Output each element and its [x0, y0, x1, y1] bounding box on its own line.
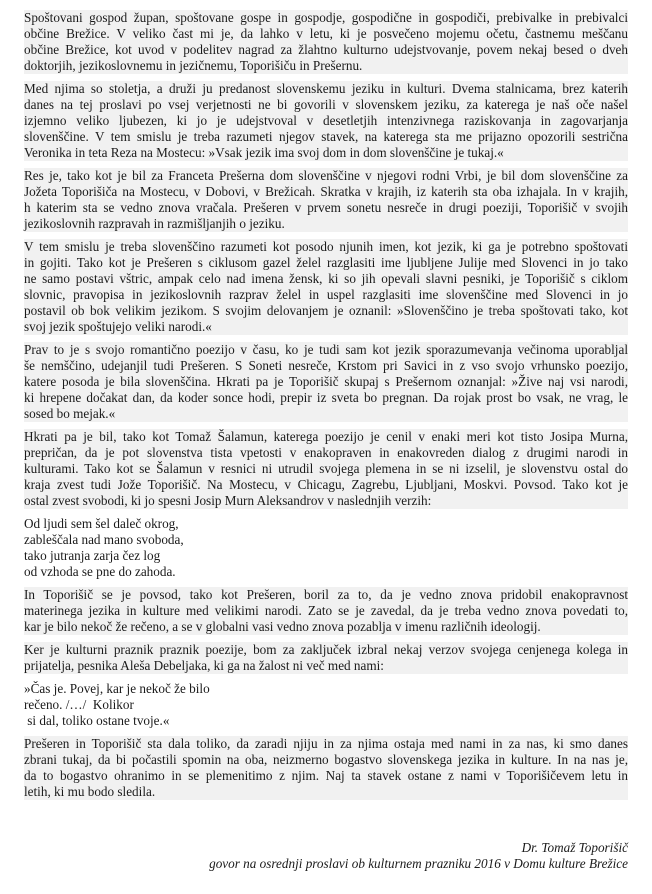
paragraph	[24, 587, 628, 635]
paragraph-line: kar je bilo nekoč že rečeno, a se v globalni vasi vedno znova pozablja v imenu različnih ideologij.	[24, 619, 541, 634]
paragraph-group-intro	[24, 10, 628, 509]
verse-line: tako jutranja zarja čez log	[24, 548, 161, 563]
speech-document	[24, 10, 628, 807]
verse-line: Od ljudi sem šel daleč okrog,	[24, 516, 179, 531]
paragraph-line: zbrani tukaj, da bi počastili spomin na oba, neizmerno bogastvo slovenskega jezika in kulture. In na nas je,	[24, 752, 628, 767]
paragraph-line: postavil ob bok velikim jezikom. S svojim delovanjem je oznanil: »Slovenščino je treba spoštovati tako, kot	[24, 303, 628, 318]
paragraph	[24, 168, 628, 232]
paragraph-line: Hkrati pa je bil, tako kot Tomaž Šalamun, katerega poezijo je cenil v enaki meri kot tisto Josipa Murna,	[24, 429, 628, 444]
paragraph	[24, 10, 628, 74]
paragraph-line: in gojiti. Tako kot je Prešeren s ciklusom gazel želel razglasiti ime ljubljene Julije med Slovenci in jo tako	[24, 255, 628, 270]
paragraph-line: h katerim sta se vedno znova vračala. Prešeren v prvem sonetu nesreče in drugi poeziji, Toporišič v svojih	[24, 200, 628, 215]
paragraph-line: jezikoslovnih razpravah in razmišljanjih o jeziku.	[24, 216, 285, 231]
paragraph-line: kulturami. Tako kot se Šalamun v resnici ni utrudil svojega plemena in se ni izselil, je slovenstvu ostal do	[24, 461, 628, 476]
paragraph-line: Prav to je s svojo romantično poezijo v času, ko je tudi sam kot jezik sporazumevanja večinoma uporabljal	[24, 342, 628, 357]
paragraph-line: slovenščine. V tem smislu je treba razumeti njegov stavek, na katerega sta me prijazno opozorili sestrična	[24, 129, 628, 144]
paragraph-line: Jožeta Toporišiča na Mostecu, v Dobovi, v Brežicah. Skratka v krajih, iz katerih sta oba izhajala. In v krajih,	[24, 184, 628, 199]
paragraph-group-closing	[24, 736, 628, 800]
signature-occasion: govor na osrednji proslavi ob kulturnem prazniku 2016 v Domu kulture Brežice	[209, 856, 628, 871]
paragraph-line: sosed bo mejak.«	[24, 406, 116, 421]
paragraph-line: slovnic, pravopisa in jezikoslovnih razprav želel in uspel razglasiti ime slovenščine med Slovenci in jo	[24, 287, 628, 302]
paragraph-line: letih, ki mu bodo sledila.	[24, 784, 156, 799]
paragraph	[24, 736, 628, 800]
paragraph-line: ostal zvest svobodi, ki jo spesni Josip Murn Aleksandrov v naslednjih verzih:	[24, 493, 432, 508]
paragraph-line: prijatelja, pesnika Aleša Debeljaka, ki ga na žalost ni več med nami:	[24, 658, 384, 673]
paragraph	[24, 239, 628, 335]
paragraph-line: Med njima so stoletja, a druži ju predanost slovenskemu jeziku in kulturi. Dvema stalnicama, brez katerih	[24, 81, 628, 96]
paragraph-line: še nemščino, udejanjil tudi Prešeren. S Soneti nesreče, Krstom pri Savici in z vso svojo vrhunsko poezijo,	[24, 358, 628, 373]
paragraph-line: doktorjih, jezikoslovnemu in jezičnemu, Toporišiču in Prešernu.	[24, 58, 363, 73]
paragraph-line: danes na tej proslavi po vsej verjetnosti ne bi govorili v slovenskem jeziku, za katerega je naš oče našel	[24, 97, 628, 112]
paragraph-line: prepričan, da je pot slovenstva tista vpetosti v enakopraven in enakovreden dialog z drugimi narodi in	[24, 445, 628, 460]
verse-murn	[24, 516, 628, 580]
paragraph-line: Res je, tako kot je bil za Franceta Prešerna dom slovenščine v njegovi rodni Vrbi, je bil dom slovenščine za	[24, 168, 628, 183]
paragraph-line: Spoštovani gospod župan, spoštovane gospe in gospodje, gospodične in gospodiči, prebivalke in prebivalci	[24, 10, 628, 25]
paragraph-line: Prešeren in Toporišič sta dala toliko, da zaradi njiju in za njima ostaja med nami in za nas, ki smo danes	[24, 736, 628, 751]
paragraph	[24, 81, 628, 161]
paragraph-line: kraja zvest tudi Jože Toporišič. Na Mostecu, v Chicagu, Zagrebu, Ljubljani, Moskvi. Povsod. Tako kot je	[24, 477, 628, 492]
paragraph-line: občine Brežice, kot uvod v podelitev nagrad za žlahtno kulturno udejstvovanje, povem nekaj besed o dveh	[24, 42, 628, 57]
paragraph	[24, 342, 628, 422]
paragraph-line: materinega jezika in kulture med velikimi narodi. Zato se je zavedal, da je treba vedno znova povedati to,	[24, 603, 628, 618]
verse-line: »Čas je. Povej, kar je nekoč že bilo	[24, 681, 210, 696]
paragraph-line: Veronika in teta Reza na Mostecu: »Vsak jezik ima svoj dom in dom slovenščine je tukaj.«	[24, 145, 504, 160]
paragraph	[24, 642, 628, 674]
paragraph-line: ki hrepene dočakat dan, da koder sonce hodi, prepir iz sveta bo pregnan. Da rojak prost bo vsak, ne vrag, le	[24, 390, 628, 405]
verse-line: zableščala nad mano svoboda,	[24, 532, 184, 547]
paragraph	[24, 429, 628, 509]
paragraph-line: ne samo postavi vštric, ampak celo nad imena žensk, ki so jih opevali slavni pesniki, je Toporišič s ciklom	[24, 271, 628, 286]
paragraph-line: občine Brežice. V veliko čast mi je, da lahko v letu, ki je posvečeno mojemu očetu, častnemu meščanu	[24, 26, 628, 41]
paragraph-line: In Toporišič se je povsod, tako kot Prešeren, boril za to, da je vedno znova pridobil enakopravnost	[24, 587, 628, 602]
verse-line: od vzhoda se pne do zahoda.	[24, 564, 176, 579]
signature-block	[209, 840, 628, 872]
paragraph-line: izjemno veliko ljubezen, ki jo je udejstvoval v desetletjih intenzivnega raziskovanja in zagovarjanja	[24, 113, 628, 128]
paragraph-line: V tem smislu je treba slovenščino razumeti kot posodo njunih imen, kot jezik, ki ga je potrebno spoštovati	[24, 239, 628, 254]
verse-line: rečeno. /…/ Kolikor	[24, 697, 134, 712]
paragraph-line: da to bogastvo ohranimo in se plemenitimo z njim. Naj ta stavek ostane z nami v Toporišičevem letu in	[24, 768, 628, 783]
paragraph-line: svoj jezik spoštujejo veliki narodi.«	[24, 319, 212, 334]
paragraph-line: Ker je kulturni praznik praznik poezije, bom za zaključek izbral nekaj verzov svojega cenjenega kolega in	[24, 642, 628, 657]
paragraph-line: katere posoda je bila slovenščina. Hkrati pa je Toporišič skupaj s Prešernom oznanjal: »Žive naj vsi narodi,	[24, 374, 628, 389]
paragraph-group-middle	[24, 587, 628, 674]
verse-line: si dal, toliko ostane tvoje.«	[24, 713, 170, 728]
signature-author: Dr. Tomaž Toporišič	[521, 840, 628, 855]
verse-debeljak	[24, 681, 628, 729]
